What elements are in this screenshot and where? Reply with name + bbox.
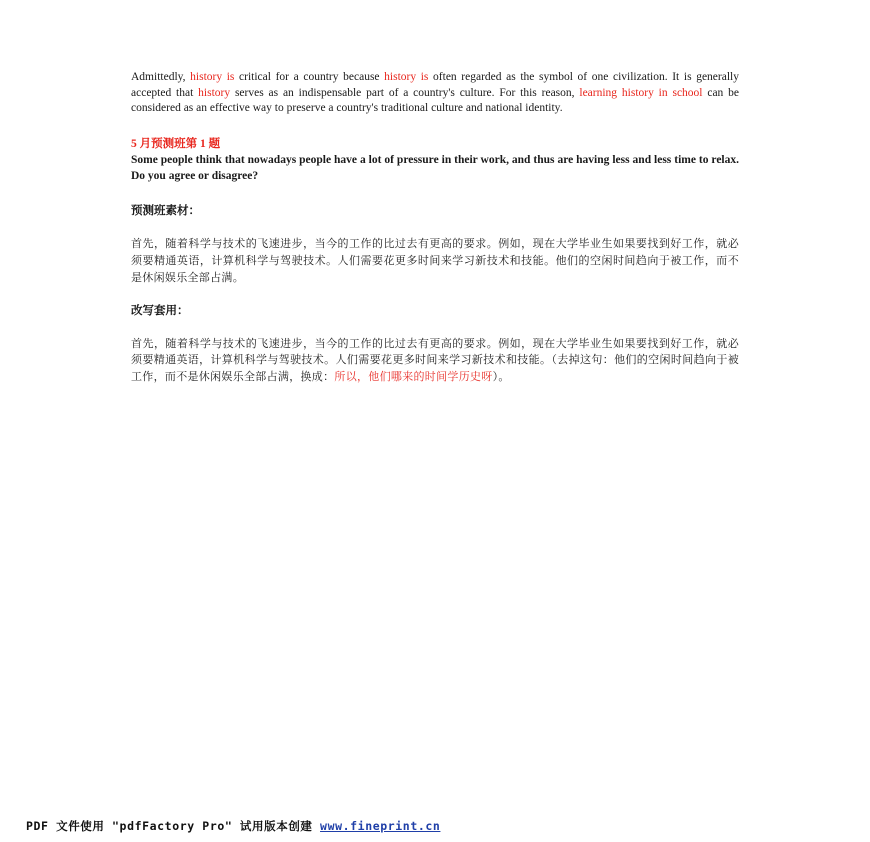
- highlight-learning-history: learning history in school: [579, 86, 703, 99]
- highlight-history-3: history: [198, 86, 231, 99]
- rewrite-paragraph: [131, 336, 739, 386]
- intro-text-5: can be considered as an effective way to preserve a country's traditional culture and national identity.: [131, 86, 739, 115]
- highlight-history-1: history is: [190, 71, 235, 83]
- rewrite-highlight: 所以，他们哪来的时间学历史呀: [334, 370, 493, 384]
- question-text: Some people think that nowadays people have a lot of pressure in their work, and thus are having less and less time to relax. Do you agree or disagree?: [131, 154, 739, 183]
- rewrite-text-a: 首先，随着科学与技术的飞速进步，当今的工作的比过去有更高的要求。例如，现在大学毕业生如果要找到好工作，就必须要精通英语，计算机科学与驾驶技术。人们需要花更多时间来学习新技术和技能。（去掉这句：他们的空闲时间趋向于被工作，而不是休闲娱乐全部占满，换成：: [131, 336, 739, 384]
- section-heading: 5 月预测班第 1 题: [131, 138, 221, 151]
- intro-paragraph: [131, 70, 739, 117]
- intro-text-1: Admittedly,: [131, 71, 191, 83]
- document-page: [131, 70, 739, 386]
- material-paragraph: 首先，随着科学与技术的飞速进步，当今的工作的比过去有更高的要求。例如，现在大学毕业生如果要找到好工作，就必须要精通英语，计算机科学与驾驶技术。人们需要花更多时间来学习新技术和技能。他们的空闲时间趋向于被工作，而不是休闲娱乐全部占满。: [131, 237, 739, 284]
- intro-text-2: critical for a country because: [234, 71, 385, 83]
- footer-link[interactable]: www.fineprint.cn: [320, 819, 441, 833]
- intro-text-3: often regarded as the symbol of one civilization. It is generally accepted that: [131, 71, 739, 99]
- material-label: 预测班素材：: [131, 205, 200, 218]
- highlight-history-2: history is: [384, 71, 429, 83]
- rewrite-label: 改写套用：: [131, 304, 189, 317]
- rewrite-text-b: ）。: [492, 370, 510, 384]
- pdf-footer: [26, 818, 440, 834]
- footer-text: PDF 文件使用 "pdfFactory Pro" 试用版本创建: [26, 819, 321, 833]
- intro-text-4: serves as an indispensable part of a country's culture. For this reason,: [230, 86, 580, 99]
